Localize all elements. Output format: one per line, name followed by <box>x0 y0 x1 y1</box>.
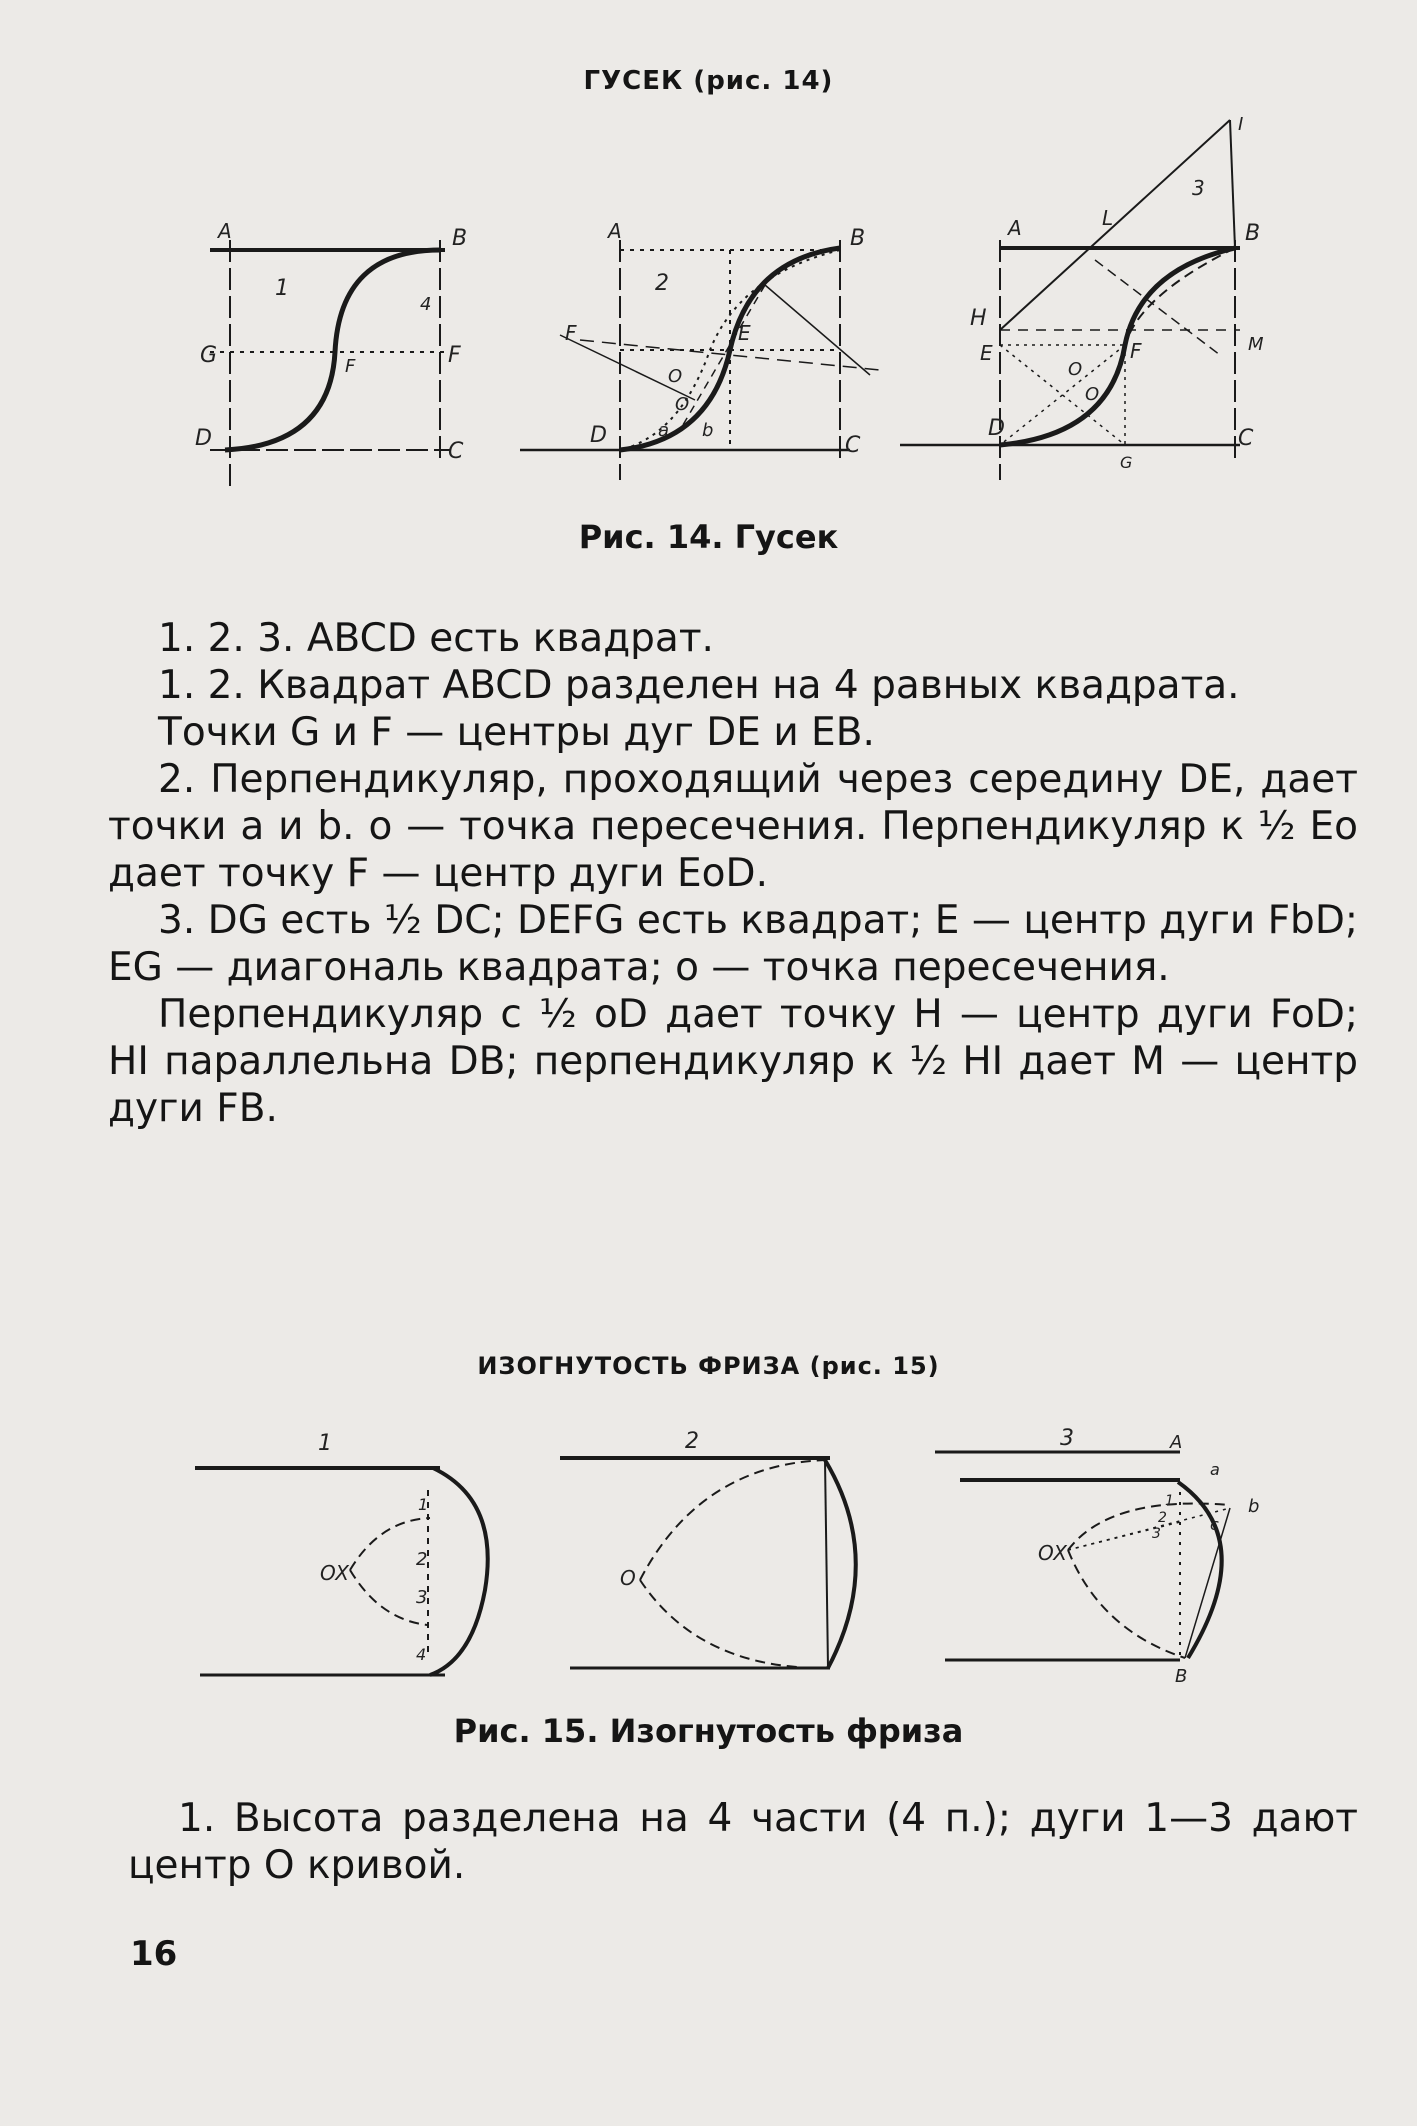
fig14-p1-label-1: 1 <box>275 276 289 301</box>
fig14-p3-label-l: L <box>1102 206 1114 230</box>
fig15-p3-label-c-small: c <box>1210 1515 1219 1534</box>
figure-14-panel-2 <box>520 240 880 480</box>
text-block-2 <box>128 1795 1358 1889</box>
fig14-p3-label-o2: O <box>1085 384 1100 405</box>
text-paragraph: 2. Перпендикуляр, проходящий через середину DE, дает точки a и b. o — точка пересечения. Перпендикуляр к ½ Eo дает точку F — центр дуги EoD. <box>108 757 1358 896</box>
fig15-p1-label-o: OX <box>320 1561 349 1585</box>
figure-15-panel-2 <box>560 1458 856 1668</box>
fig15-p3-label-n3: 3 <box>1152 1526 1161 1542</box>
text-paragraph: 3. DG есть ½ DC; DEFG есть квадрат; E — центр дуги FbD; EG — диагональ квадрата; o — точка пересечения. <box>108 898 1358 990</box>
text-block-1 <box>108 615 1358 1132</box>
fig15-p1-label-n1: 1 <box>418 1495 429 1514</box>
figure-15-caption: Рис. 15. Изогнутость фриза <box>453 1712 964 1750</box>
figure-14 <box>180 100 1280 500</box>
fig14-p3-label-b: B <box>1245 221 1261 246</box>
fig14-p1-label-f-mid: F <box>345 356 356 377</box>
fig14-p1-label-a: A <box>218 219 232 243</box>
fig15-p3-label-b: B <box>1175 1666 1188 1687</box>
fig14-p2-label-a-small: a <box>658 420 670 441</box>
section-heading-friza: ИЗОГНУТОСТЬ ФРИЗА (рис. 15) <box>477 1352 940 1380</box>
fig14-p3-label-d: D <box>988 416 1005 441</box>
fig14-p1-label-d: D <box>195 426 212 451</box>
fig15-p2-label-2: 2 <box>685 1429 699 1454</box>
fig14-p1-label-b: B <box>452 226 468 251</box>
text-paragraph: Перпендикуляр с ½ oD дает точку H — центр дуги FoD; HI параллельна DB; перпендикуляр к ½ HI дает M — центр дуги FB. <box>108 992 1358 1131</box>
figure-15-drawing <box>180 1420 1280 1695</box>
text-paragraph: 1. 2. Квадрат ABCD разделен на 4 равных квадрата. <box>158 663 1240 708</box>
fig14-p2-label-a: A <box>608 219 622 243</box>
fig15-p3-label-n1: 1 <box>1165 1493 1174 1509</box>
fig14-p2-label-c: C <box>845 433 861 458</box>
fig14-p3-label-3: 3 <box>1192 176 1205 200</box>
fig14-p3-label-a: A <box>1008 216 1022 240</box>
fig14-p2-label-b: B <box>850 226 866 251</box>
fig14-p3-label-e: E <box>980 341 993 365</box>
fig14-p3-label-f: F <box>1130 339 1142 363</box>
fig14-p2-label-o1: O <box>668 366 683 387</box>
fig15-p3-label-b-small: b <box>1248 1496 1260 1517</box>
text-paragraph: Точки G и F — центры дуг DE и EB. <box>158 710 875 755</box>
figure-14-panel-1 <box>210 240 450 490</box>
fig15-p3-label-3: 3 <box>1060 1426 1074 1451</box>
fig14-p1-label-4: 4 <box>420 294 432 315</box>
fig14-p2-label-2: 2 <box>655 271 669 296</box>
text-paragraph: 1. Высота разделена на 4 части (4 п.); дуги 1—3 дают центр O кривой. <box>128 1796 1358 1888</box>
fig14-p3-label-h: H <box>970 306 987 331</box>
fig14-p3-label-m: M <box>1248 334 1264 355</box>
fig14-p1-label-g: G <box>200 343 218 368</box>
fig14-p3-label-g: G <box>1120 453 1133 472</box>
fig15-p3-label-a: A <box>1170 1432 1183 1453</box>
fig14-p3-label-c: C <box>1238 426 1254 451</box>
fig14-p2-label-b-small: b <box>702 420 714 441</box>
fig14-p2-label-o2: O <box>675 394 690 415</box>
figure-15-panel-3 <box>935 1452 1230 1660</box>
figure-15 <box>180 1420 1280 1695</box>
fig14-p1-label-f: F <box>448 343 461 368</box>
page-number: 16 <box>130 1934 178 1974</box>
fig14-p1-label-c: C <box>448 439 464 464</box>
fig15-p1-label-n3: 3 <box>416 1587 428 1608</box>
fig15-p1-label-n4: 4 <box>416 1645 427 1664</box>
fig14-p2-label-e: E <box>738 321 751 345</box>
fig15-p3-label-o: OX <box>1038 1541 1067 1565</box>
fig15-p1-label-n2: 2 <box>416 1549 428 1570</box>
fig14-p2-label-f: F <box>565 321 577 345</box>
section-heading-gusek: ГУСЕК (рис. 14) <box>583 66 834 96</box>
figure-14-caption: Рис. 14. Гусек <box>578 518 839 556</box>
fig14-p3-label-o1: O <box>1068 359 1083 380</box>
fig14-p3-label-i: I <box>1238 114 1244 135</box>
figure-14-drawing <box>180 100 1280 500</box>
fig15-p3-label-n2: 2 <box>1158 1510 1167 1526</box>
text-paragraph: 1. 2. 3. ABCD есть квадрат. <box>158 616 714 661</box>
fig14-p2-label-d: D <box>590 423 607 448</box>
fig15-p3-label-a-small: a <box>1210 1460 1220 1479</box>
fig15-p1-label-1: 1 <box>318 1431 332 1456</box>
fig15-p2-label-o: O <box>620 1566 636 1590</box>
figure-14-panel-3 <box>900 120 1240 480</box>
